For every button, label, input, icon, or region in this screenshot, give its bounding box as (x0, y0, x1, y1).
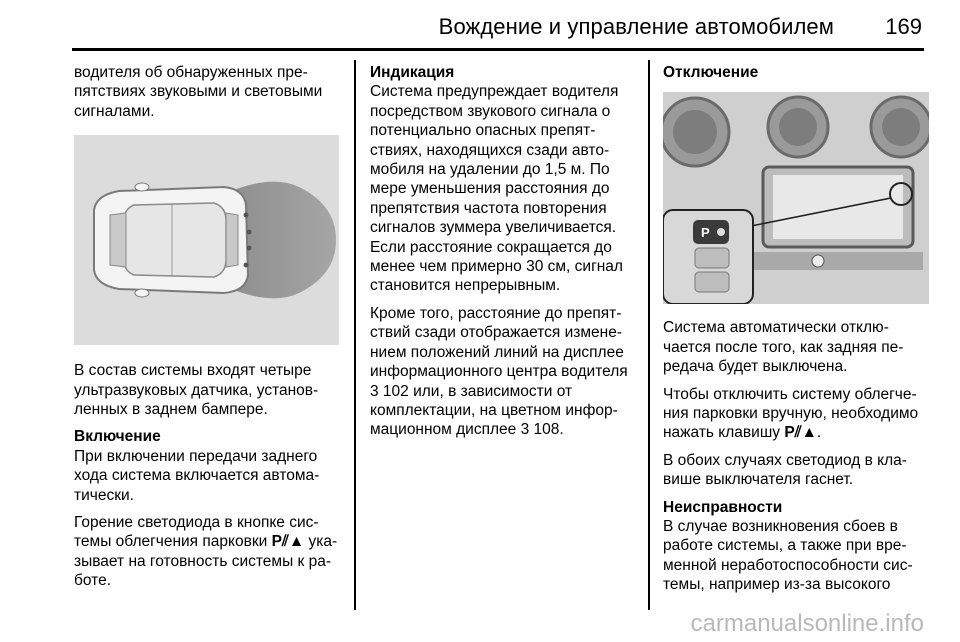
heading-deactivation: Отключение (663, 64, 759, 81)
sensor-dot (244, 263, 249, 268)
intro-paragraph: водителя об обнаруженных препятствиях звуковыми и световыми сигналами. (74, 64, 323, 120)
page-header (0, 0, 960, 52)
display-paragraph: Кроме того, расстояние до препятствий сзади отображается изменением положений линий на дисплее информационного центра водителя 3 102 или, в зависимости от комплектации, на цветном информационном дисплее 3 108. (370, 304, 628, 439)
sensor-dot (247, 246, 252, 251)
manual-off-paragraph: Чтобы отключить систему облегчения парковки вручную, необходимо нажать клавишу P⫽▲. (663, 385, 919, 442)
sensor-dot (244, 213, 249, 218)
column-2 (370, 63, 636, 448)
header-rule (72, 48, 924, 51)
parking-assist-symbol: P⫽▲ (271, 533, 305, 551)
page-number: 169 (885, 14, 922, 39)
activation-paragraph: При включении передачи заднего хода система включается автоматически. (74, 447, 320, 504)
parking-assist-symbol: P⫽▲ (784, 424, 817, 442)
car-top-view-svg (74, 135, 339, 345)
dashboard-button-illustration (663, 92, 929, 304)
led-off-paragraph: В обоих случаях светодиод в клавише выключателя гаснет. (663, 451, 907, 489)
page-reference-link[interactable]: 3 102 (370, 382, 409, 400)
sensor-dot (247, 230, 252, 235)
heading-faults: Неисправности (663, 498, 783, 516)
sensors-paragraph: В состав системы входят четыре ультразвуковых датчика, установленных в заднем бампере. (74, 362, 319, 419)
column-1 (74, 63, 342, 599)
svg-text:P: P (701, 225, 710, 241)
heading-indication: Индикация (370, 64, 455, 81)
heading-activation: Включение (74, 428, 161, 446)
auto-off-paragraph: Система автоматически отключается после того, как задняя передача будет выключена. (663, 319, 904, 376)
column-divider-1 (354, 60, 356, 610)
led-paragraph: Горение светодиода в кнопке системы облегчения парковки P⫽▲ указывает на готовность системы к работе. (74, 514, 338, 590)
column-divider-2 (648, 60, 650, 610)
faults-paragraph: В случае возникновения сбоев в работе системы, а также при временной неработоспособности системы, например из-за высокого (663, 518, 913, 594)
column-3 (663, 63, 931, 603)
watermark: carmanualsonline.info (690, 610, 924, 637)
chapter-title: Вождение и управление автомобилем (438, 14, 834, 39)
indication-paragraph: Система предупреждает водителя посредством звукового сигнала о потенциально опасных препятствиях, находящихся сзади автомобиля на удалении до 1,5 м. По мере уменьшения расстояния до препятствия частота повторения сигналов зуммера увеличивается. Если расстояние сокращается до менее чем примерно 30 см, сигнал становится непрерывным. (370, 83, 623, 295)
parking-sensor-zone-illustration (74, 135, 339, 345)
dashboard-svg (663, 92, 929, 304)
page-reference-link[interactable]: 3 108 (520, 421, 560, 439)
